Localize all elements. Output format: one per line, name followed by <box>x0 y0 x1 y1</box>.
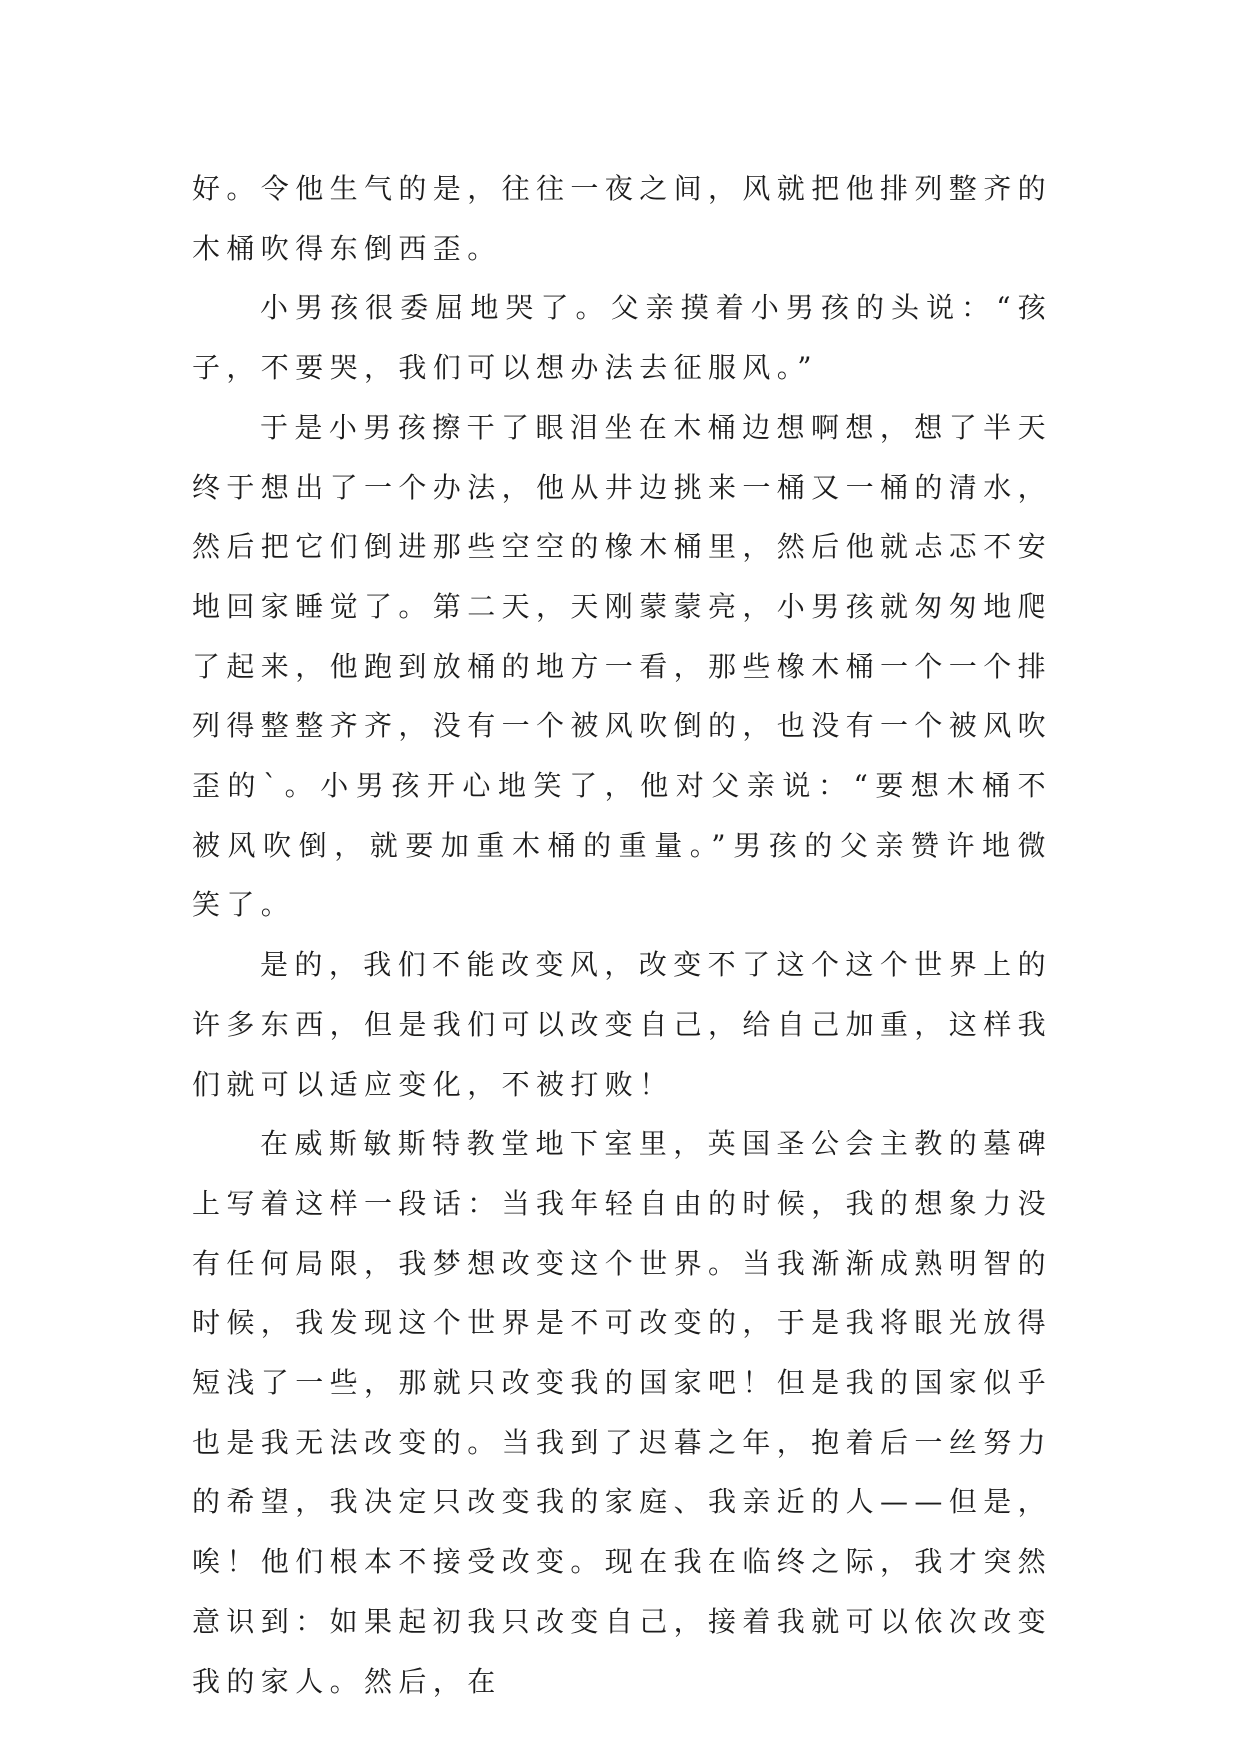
paragraph-3: 于是小男孩擦干了眼泪坐在木桶边想啊想，想了半天终于想出了一个办法，他从井边挑来一桶又一桶的清水，然后把它们倒进那些空空的橡木桶里，然后他就忐忑不安地回家睡觉了。第二天，天刚蒙蒙亮，小男孩就匆匆地爬了起来，他跑到放桶的地方一看，那些橡木桶一个一个排列得整整齐齐，没有一个被风吹倒的，也没有一个被风吹歪的`。小男孩开心地笑了，他对父亲说：“要想木桶不被风吹倒，就要加重木桶的重量。”男孩的父亲赞许地微笑了。 <box>192 410 1053 922</box>
paragraph-1: 好。令他生气的是，往往一夜之间，风就把他排列整齐的木桶吹得东倒西歪。 <box>192 172 1053 265</box>
paragraph-5: 在威斯敏斯特教堂地下室里，英国圣公会主教的墓碑上写着这样一段话：当我年轻自由的时候，我的想象力没有任何局限，我梦想改变这个世界。当我渐渐成熟明智的时候，我发现这个世界是不可改变的，于是我将眼光放得短浅了一些，那就只改变我的国家吧！但是我的国家似乎也是我无法改变的。当我到了迟暮之年，抱着后一丝努力的希望，我决定只改变我的家庭、我亲近的人——但是，唉！他们根本不接受改变。现在我在临终之际，我才突然意识到：如果起初我只改变自己，接着我就可以依次改变我的家人。然后，在 <box>192 1127 1053 1698</box>
paragraph-4: 是的，我们不能改变风，改变不了这个这个世界上的许多东西，但是我们可以改变自己，给自己加重，这样我们就可以适应变化，不被打败！ <box>192 948 1053 1101</box>
paragraph-2: 小男孩很委屈地哭了。父亲摸着小男孩的头说：“孩子，不要哭，我们可以想办法去征服风。” <box>192 291 1052 385</box>
document-body <box>192 159 1052 1711</box>
